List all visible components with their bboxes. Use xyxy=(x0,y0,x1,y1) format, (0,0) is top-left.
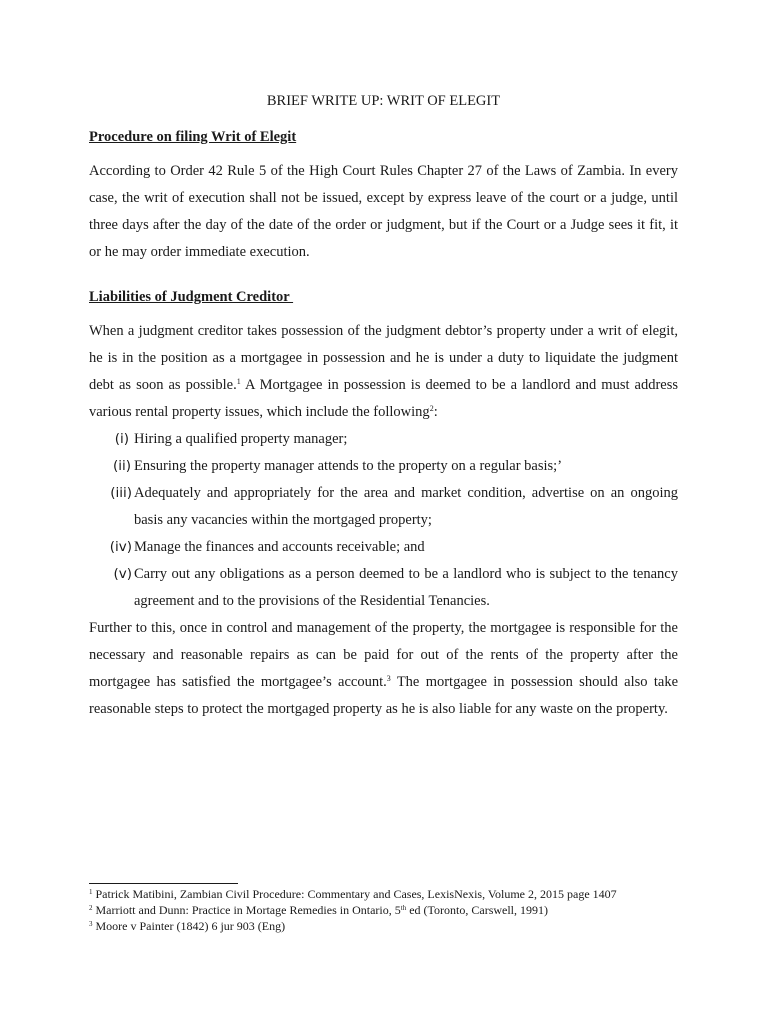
list-marker: (iii) xyxy=(110,485,132,501)
paragraph-text: : xyxy=(433,404,438,420)
list-marker: (iv) xyxy=(109,539,132,555)
obligations-list xyxy=(89,426,678,615)
paragraph-liabilities xyxy=(89,318,678,426)
list-item-text: Hiring a qualified property manager; xyxy=(134,431,348,447)
section-heading-procedure: Procedure on filing Writ of Elegit xyxy=(89,129,297,145)
footnote-text: Patrick Matibini, Zambian Civil Procedure: Commentary and Cases, LexisNexis, Volume 2, 2015 page 1407 xyxy=(95,887,617,901)
footnote-text: ed (Toronto, Carswell, 1991) xyxy=(406,903,549,917)
footnote-number: 2 xyxy=(89,904,93,912)
footnote-superscript: th xyxy=(400,904,407,912)
footnote-2 xyxy=(89,902,678,918)
list-item-text xyxy=(134,480,678,534)
footnote-text: Marriott and Dunn: Practice in Mortage Remedies in Ontario, 5 xyxy=(95,903,401,917)
footnote-ref-1: 1 xyxy=(236,377,241,386)
footnote-ref-2: 2 xyxy=(429,404,434,413)
list-item xyxy=(89,426,678,453)
footnote-separator xyxy=(89,883,238,884)
footnotes xyxy=(89,886,678,934)
list-item xyxy=(89,561,678,615)
paragraph-text: The mortgagee in possession should also take reasonable steps to protect the mortgaged property as he is also liable for any waste on the property. xyxy=(89,674,679,717)
list-item xyxy=(89,453,678,480)
paragraph-text: When a judgment creditor takes possession of the judgment debtor’s property under a writ of elegit, he is in the position as a mortgagee in possession and he is under a duty to liquidate the judgment debt as soon as possible. xyxy=(89,323,678,393)
list-marker: (v) xyxy=(113,566,132,582)
footnote-number: 3 xyxy=(89,920,93,928)
list-item-text: Manage the finances and accounts receivable; and xyxy=(134,539,425,555)
list-marker: (ii) xyxy=(112,458,131,474)
list-marker: (i) xyxy=(114,431,129,447)
document-page xyxy=(89,0,678,1024)
footnote-1 xyxy=(89,886,678,902)
footnote-number: 1 xyxy=(89,888,93,896)
paragraph-closing xyxy=(89,615,678,723)
list-item xyxy=(89,480,678,534)
footnote-ref-3: 3 xyxy=(386,674,391,683)
list-item-text: Carry out any obligations as a person deemed to be a landlord who is subject to the tenancy agreement and to the provisions of the Residential Tenancies. xyxy=(134,566,678,609)
document-title: BRIEF WRITE UP: WRIT OF ELEGIT xyxy=(266,93,501,109)
paragraph-text: A Mortgagee in possession is deemed to be a landlord and must address various rental property issues, which include the following xyxy=(89,377,679,420)
footnote-3 xyxy=(89,918,678,934)
list-item-text-content: Adequately and appropriately for the area and market condition, advertise on an ongoing basis any vacancies within the mortgaged property; xyxy=(134,485,678,528)
paragraph-text: Further to this, once in control and management of the property, the mortgagee is responsible for the necessary and reasonable repairs as can be paid for out of the rents of the property after the mortgagee has satisfied the mortgagee’s account. xyxy=(89,620,678,690)
footnote-text: Moore v Painter (1842) 6 jur 903 (Eng) xyxy=(95,919,286,933)
paragraph-procedure: According to Order 42 Rule 5 of the High Court Rules Chapter 27 of the Laws of Zambia. In every case, the writ of execution shall not be issued, except by express leave of the court or a judge, until three days after the day of the date of the order or judgment, but if the Court or a Judge sees it fit, it or he may order immediate execution. xyxy=(89,163,678,260)
list-item-text: Ensuring the property manager attends to the property on a regular basis;’ xyxy=(134,458,563,474)
list-item xyxy=(89,534,678,561)
section-heading-liabilities: Liabilities of Judgment Creditor xyxy=(89,289,294,305)
